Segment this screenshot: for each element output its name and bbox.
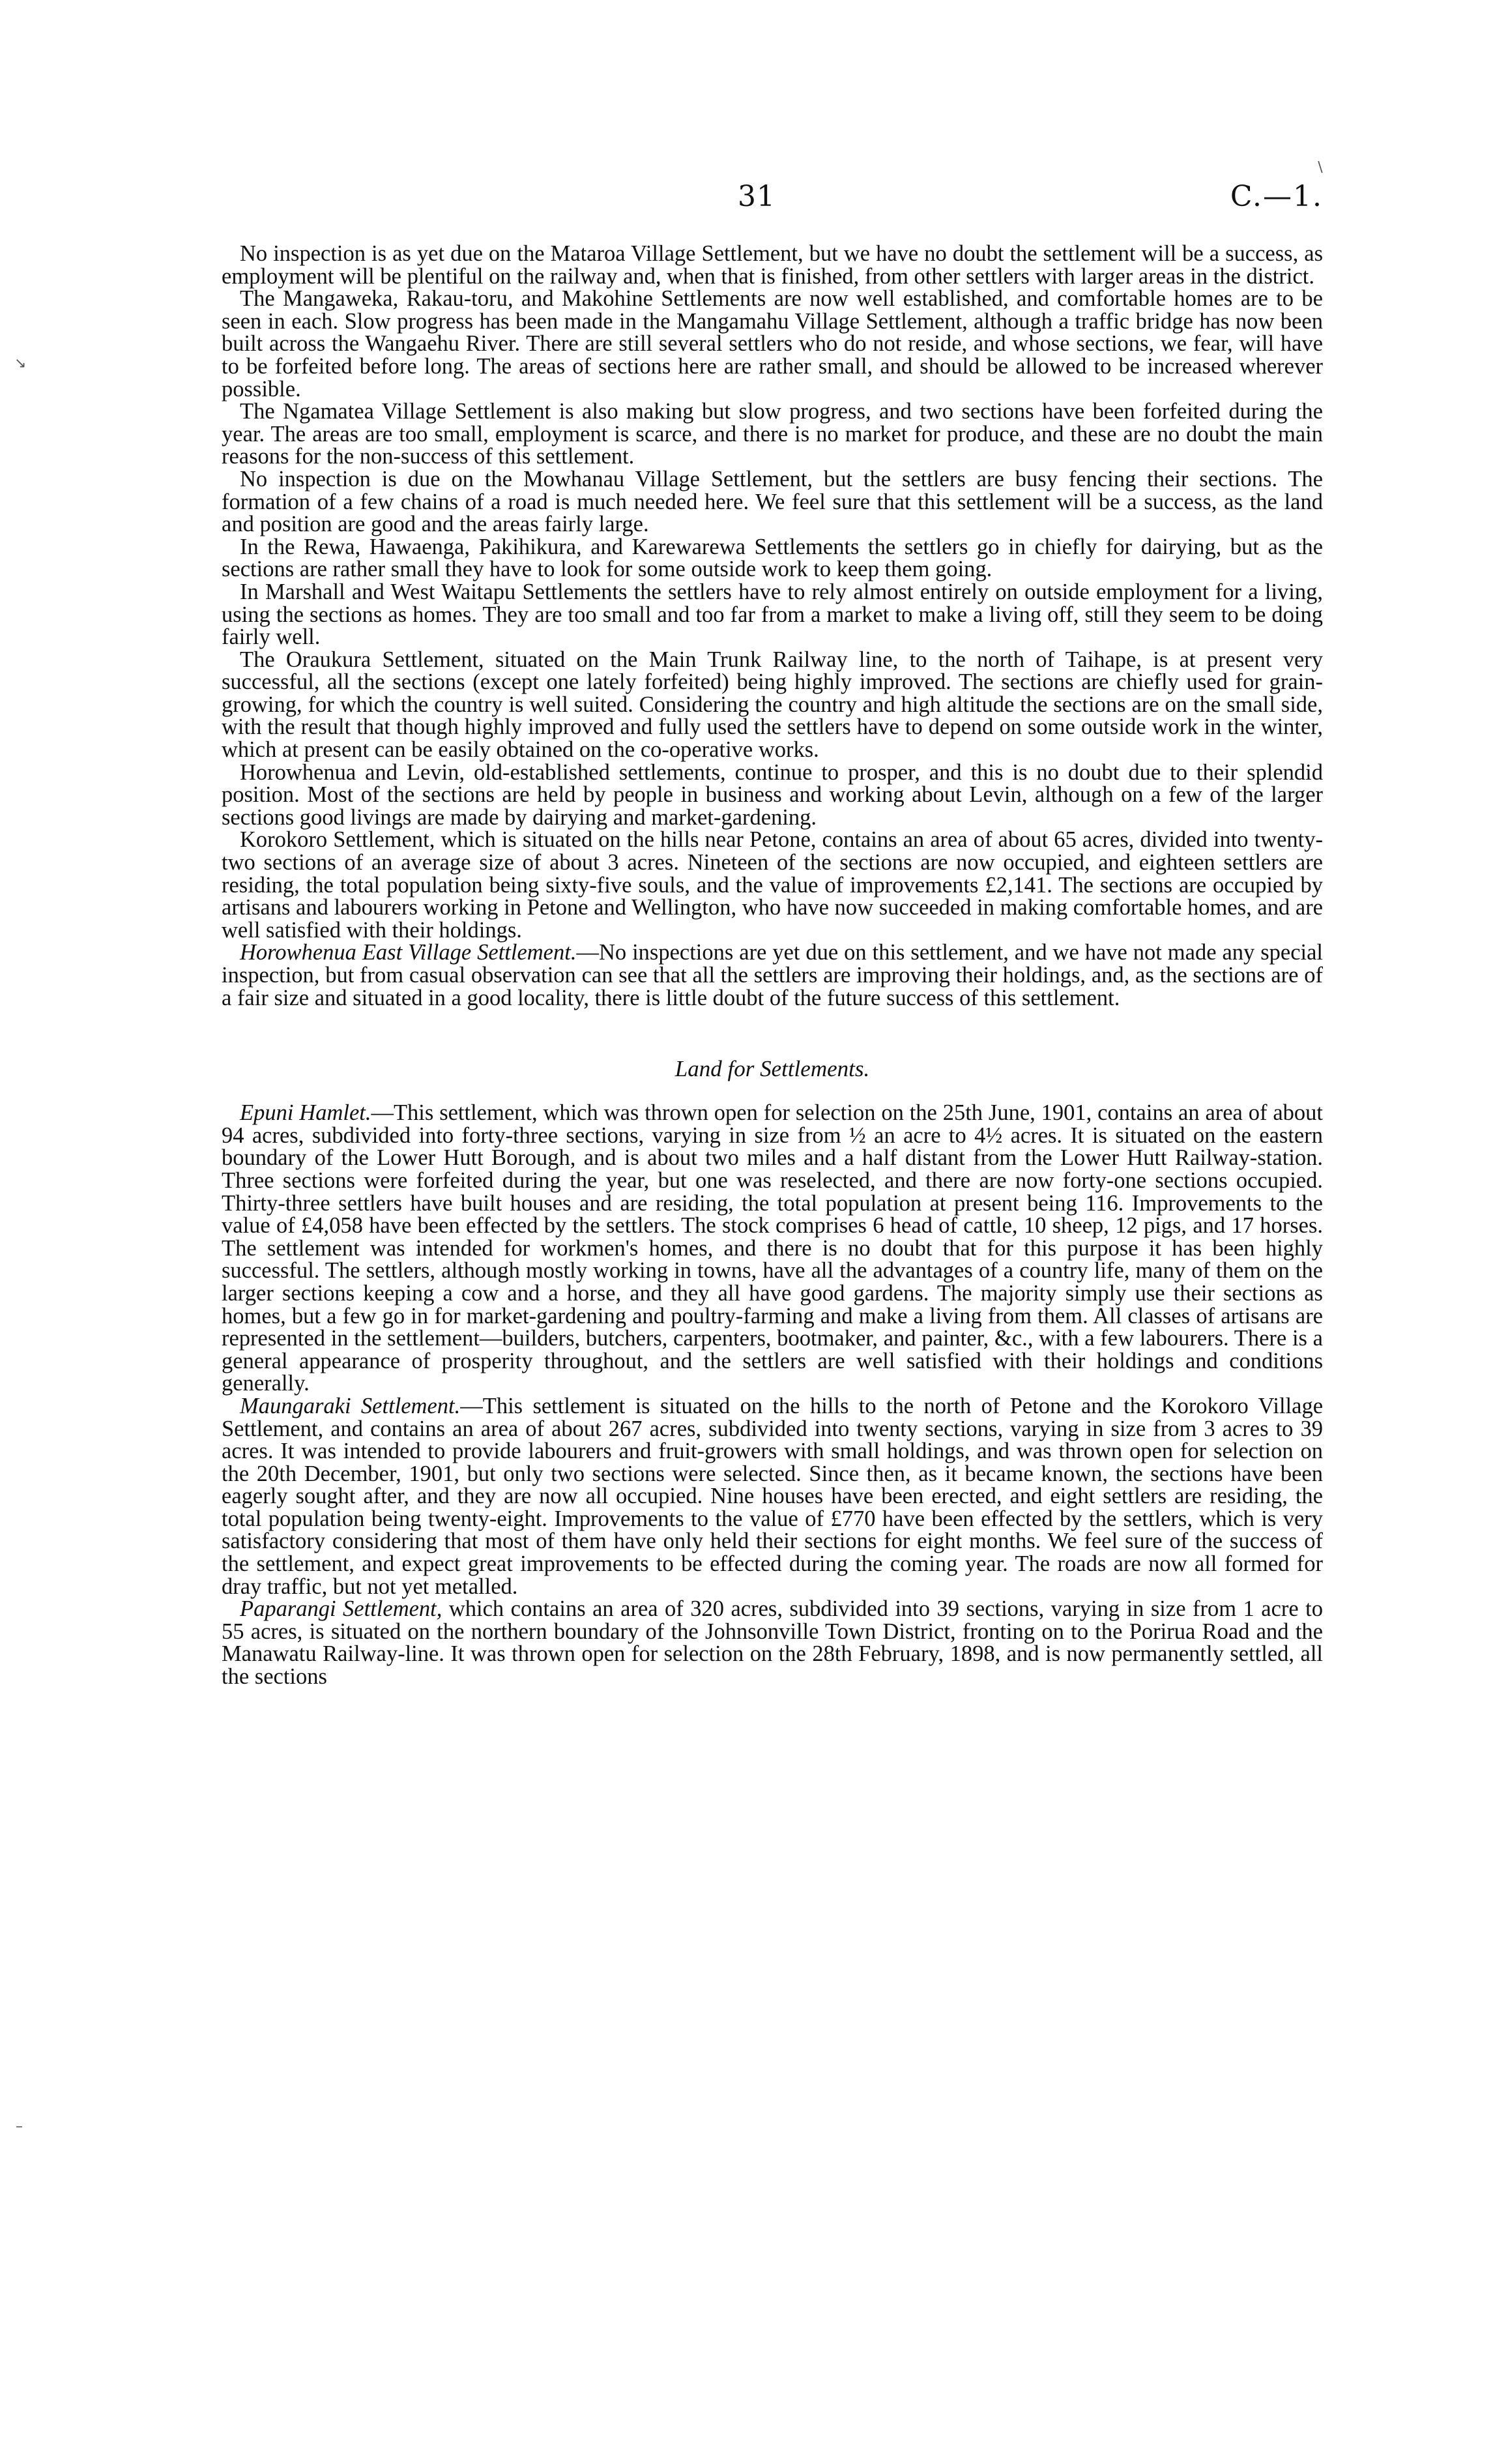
paragraph-text: —No inspections are yet due on this settlement, and we have not made any special inspection, but from casual observation can see that all the settlers are improving their holdings, and, as the sections are of a fair size and situated in a good locality, there is little doubt of the future success of this settlement. — [222, 940, 1324, 1010]
paragraph-text: —This settlement is situated on the hills to the north of Petone and the Korokoro Village Settlement, and contains an area of about 267 acres, subdivided into twenty sections, varying in size from 3 acres to 39 acres. It was intended to provide labourers and fruit-growers with small holdings, and was thrown open for selection on the 20th December, 1901, but only two sections were selected. Since then, as it became known, the sections have been eagerly sought after, and they are now all occupied. Nine houses have been erected, and eight settlers are residing, the total population being twenty-eight. Improvements to the value of £770 have been effected by the settlers, which is very satisfactory considering that most of them have only held their sections for eight months. We feel sure of the success of the settlement, and expect great improvements to be effected during the coming year. The roads are now all formed for dray traffic, but not yet metalled. — [222, 1393, 1324, 1599]
spacer — [222, 1009, 1323, 1016]
page-number: 31 — [738, 180, 775, 213]
settlement-title: Horowhenua East Village Settlement. — [240, 940, 577, 965]
paragraph-mowhanau: No inspection is due on the Mowhanau Village Settlement, but the settlers are busy fencing their sections. The formation of a few chains of a road is much needed here. We feel sure that this settlement will be a success, as the land and position are good and the areas fairly large. — [222, 466, 1323, 537]
page-header — [222, 177, 1323, 223]
paragraph-oraukura: The Oraukura Settlement, situated on the Main Trunk Railway line, to the north of Taihape, is at present very successful, all the sections (except one lately forfeited) being highly improved. The sections are chiefly used for grain-growing, for which the country is well suited. Considering the country and high altitude the sections are on the small side, with the result that though highly improved and fully used the settlers have to depend on some outside work in the winter, which at present can be easily obtained on the co-operative works. — [222, 647, 1323, 763]
paragraph-korokoro: Korokoro Settlement, which is situated on the hills near Petone, contains an area of about 65 acres, divided into twenty-two sections of an average size of about 3 acres. Nineteen of the sections are now occupied, and eighteen settlers are residing, the total population being sixty-five souls, and the value of improvements £2,141. The sections are occupied by artisans and labourers working in Petone and Wellington, who have now succeeded in making comfortable homes, and are well satisfied with their holdings. — [222, 827, 1323, 943]
settlement-title: Epuni Hamlet. — [240, 1100, 371, 1126]
paragraph-mangaweka: The Mangaweka, Rakau-toru, and Makohine Settlements are now well established, and comfortable homes are to be seen in each. Slow progress has been made in the Mangamahu Village Settlement, although a traffic bridge has now been built across the Wangaehu River. There are still several settlers who do not reside, and whose sections, we fear, will have to be forfeited before long. The areas of sections here are rather small, and should be allowed to be increased wherever possible. — [222, 286, 1323, 402]
paragraph-marshall: In Marshall and West Waitapu Settlements the settlers have to rely almost entirely on outside employment for a living, using the sections as homes. They are too small and too far from a market to make a living off, still they seem to be doing fairly well. — [222, 579, 1323, 650]
margin-tick-mark: – — [16, 2119, 23, 2135]
body-text — [222, 242, 1323, 1688]
paragraph-rewa: In the Rewa, Hawaenga, Pakihikura, and Karewarewa Settlements the settlers go in chiefly for dairying, but as the sections are rather small they have to look for some outside work to keep them going. — [222, 534, 1323, 582]
margin-tick-mark: ↘ — [14, 355, 27, 372]
paragraph-maungaraki — [222, 1395, 1323, 1598]
paragraph-horowhenua-east — [222, 941, 1323, 1009]
paragraph-epuni — [222, 1102, 1323, 1395]
series-code: C.—1. — [1230, 180, 1323, 213]
margin-tick-mark: ∖ — [1315, 160, 1325, 176]
paragraph-paparangi — [222, 1598, 1323, 1688]
paragraph-horowhenua-levin: Horowhenua and Levin, old-established settlements, continue to prosper, and this is no doubt due to their splendid position. Most of the sections are held by people in business and working about Levin, although on a few of the larger sections good livings are made by dairying and market-gardening. — [222, 759, 1323, 830]
settlement-title: Paparangi Settlement, — [240, 1596, 442, 1622]
paragraph-mataroa: No inspection is as yet due on the Mataroa Village Settlement, but we have no doubt the settlement will be a success, as employment will be plentiful on the railway and, when that is finished, from other settlers with larger areas in the district. — [222, 241, 1323, 289]
settlement-title: Maungaraki Settlement. — [240, 1393, 461, 1418]
section-heading: Land for Settlements. — [674, 1056, 870, 1082]
paragraph-ngamatea: The Ngamatea Village Settlement is also making but slow progress, and two sections have been forfeited during the year. The areas are too small, employment is scarce, and there is no market for produce, and these are no doubt the main reasons for the non-success of this settlement. — [222, 399, 1323, 469]
paragraph-text: which contains an area of 320 acres, subdivided into 39 sections, varying in size from 1 acre to 55 acres, is situated on the northern boundary of the Johnsonville Town District, fronting on to the Porirua Road and the Manawatu Railway-line. It was thrown open for selection on the 28th February, 1898, and is now permanently settled, all the sections — [222, 1596, 1324, 1690]
paragraph-text: —This settlement, which was thrown open for selection on the 25th June, 1901, contains an area of about 94 acres, subdivided into forty-three sections, varying in size from ½ an acre to 4½ acres. It is situated on the eastern boundary of the Lower Hutt Borough, and is about two miles and a half distant from the Lower Hutt Railway-station. Three sections were forfeited during the year, but one was reselected, and there are now forty-one sections occupied. Thirty-three settlers have built houses and are residing, the total population at present being 116. Improvements to the value of £4,058 have been effected by the settlers. The stock comprises 6 head of cattle, 10 sheep, 12 pigs, and 17 horses. The settlement was intended for workmen's homes, and there is no doubt that for this purpose it has been highly successful. The settlers, although mostly working in towns, have all the advantages of a country life, many of them on the larger sections keeping a cow and a horse, and they all have good gardens. The majority simply use their sections as homes, but a few go in for market-gardening and poultry-farming and make a living from them. All classes of artisans are represented in the settlement—builders, butchers, carpenters, bootmaker, and painter, &c., with a few labourers. There is a general appearance of prosperity throughout, and the settlers are well satisfied with their holdings and conditions generally. — [222, 1100, 1324, 1396]
